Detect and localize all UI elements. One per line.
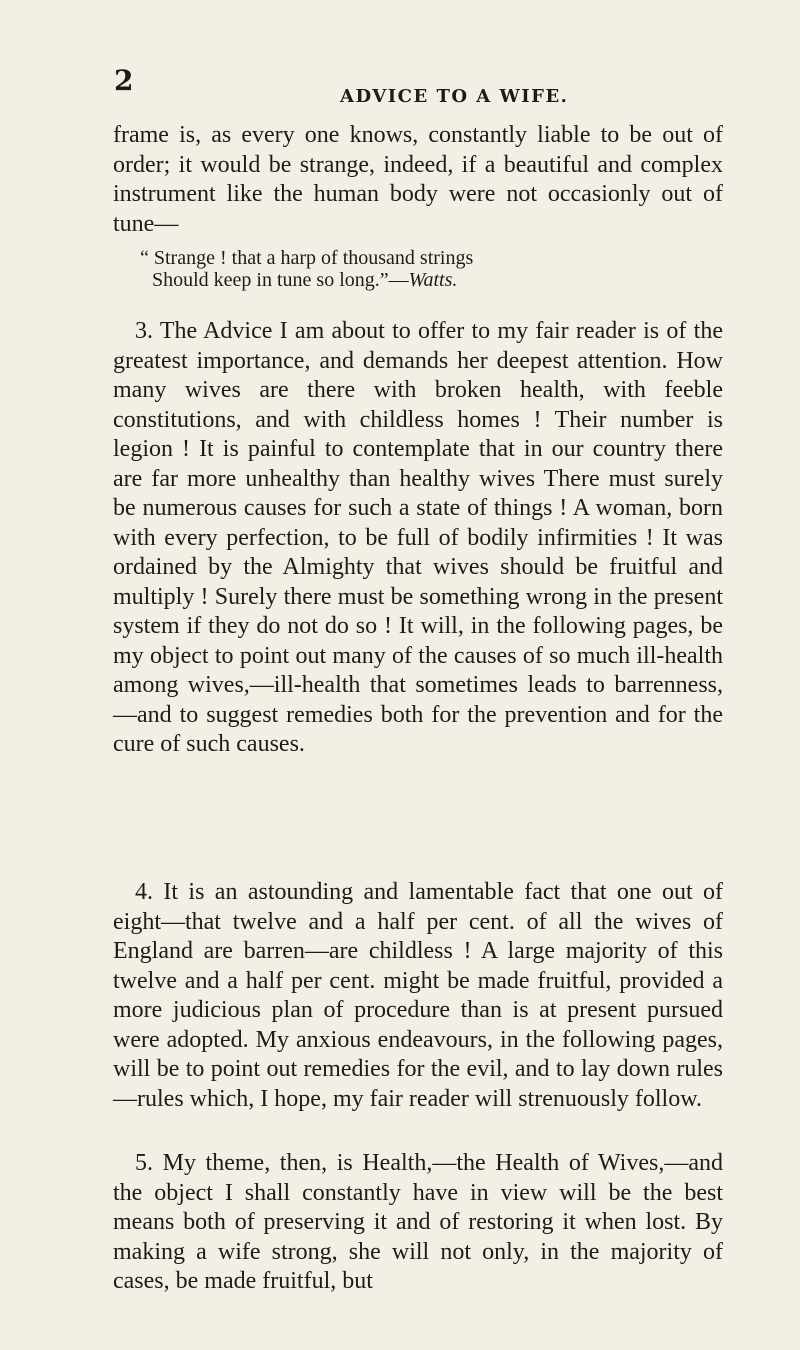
paragraph-4: 4. It is an astounding and lamentable fact that one out of eight—that twelve and a half per cent. of all the wives of England are barren—are childless ! A large majority of this twelve and a half per cent. might be made fruitful, provided a more judicious plan of procedure than is at present pursued were adopted. My anxious endeavours, in the following pages, will be to point out remedies for the evil, and to lay down rules—rules which, I hope, my fair reader will strenuously follow.	[113, 879, 723, 1112]
running-head: ADVICE TO A WIFE.	[340, 86, 569, 107]
verse-quote	[140, 247, 700, 291]
quote-line-2-text: Should keep in tune so long.”—	[152, 269, 409, 291]
paragraph-5: 5. My theme, then, is Health,—the Health of Wives,—and the object I shall constantly have in view will be the best means both of preserving it and of restoring it when lost. By making a wife strong, she will not only, in the majority of cases, be made fruitful, but	[113, 1150, 723, 1294]
paragraph-3: 3. The Advice I am about to offer to my fair reader is of the greatest importance, and demands her deepest attention. How many wives are there with broken health, with feeble constitutions, and with childless homes ! Their number is legion ! It is painful to contemplate that in our country there are far more unhealthy than healthy wives There must surely be numerous causes for such a state of things ! A woman, born with every perfection, to be full of bodily infirmities ! It was ordained by the Almighty that wives should be fruitful and multiply ! Surely there must be something wrong in the present system if they do not do so ! It will, in the following pages, be my object to point out many of the causes of so much ill-health among wives,—ill-health that sometimes leads to barrenness,—and to suggest remedies both for the prevention and for the cure of such causes.	[113, 318, 723, 757]
paragraph-continuation: frame is, as every one knows, constantly liable to be out of order; it would be strange, indeed, if a beautiful and complex instrument like the human body were not occasionly out of tune—	[113, 122, 723, 237]
page-number: 2	[114, 64, 134, 97]
quote-line-2	[140, 269, 700, 291]
quote-line-1: “ Strange ! that a harp of thousand strings	[140, 247, 474, 269]
quote-attribution: Watts.	[408, 269, 458, 291]
